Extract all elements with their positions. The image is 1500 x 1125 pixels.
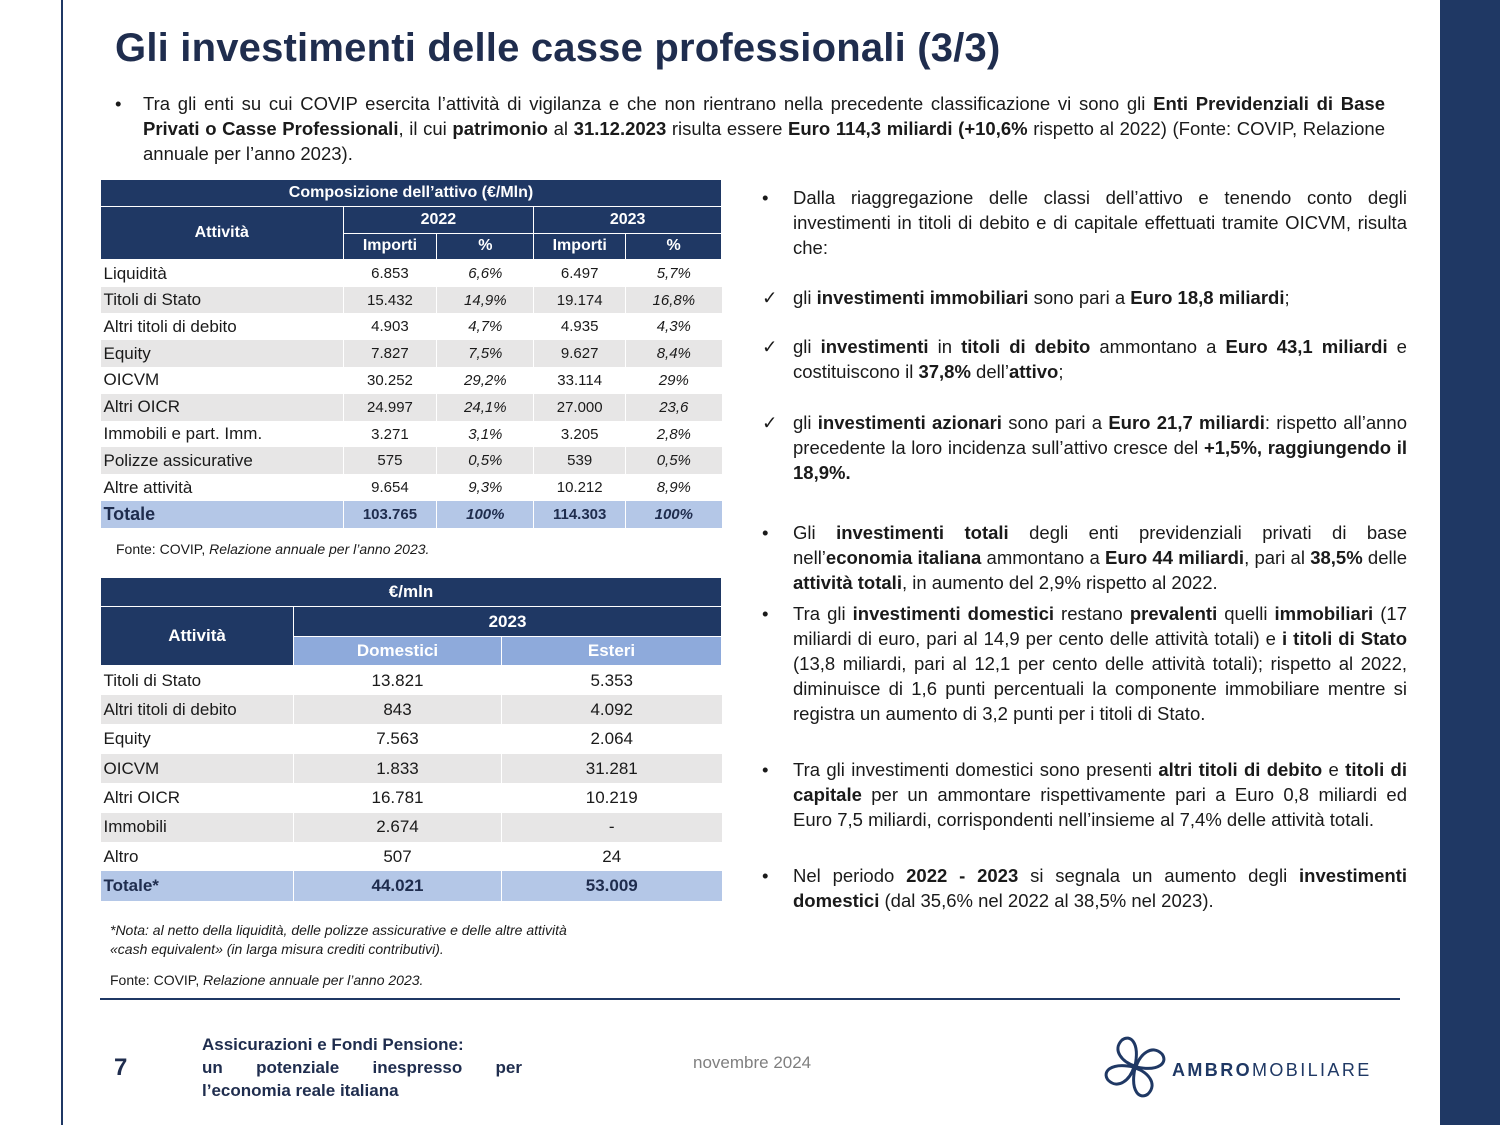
right-bullet-1: • Dalla riaggregazione delle classi dell’attivo e tenendo conto degli investimenti in titoli di debito e di capitale effettuati tramite OICVM, risulta che: bbox=[762, 187, 1407, 258]
table-row: Liquidità 6.853 6,6% 6.497 5,7% bbox=[101, 260, 722, 287]
table-row: OICVM 1.833 31.281 bbox=[101, 754, 722, 783]
table2-source: Fonte: COVIP, Relazione annuale per l’anno 2023. bbox=[110, 972, 424, 988]
right-bullet-4: • Tra gli investimenti domestici sono presenti altri titoli di debito e titoli di capitale per un ammontare rispettivamente pari a Euro 0,8 miliardi ed Euro 7,5 miliardi, corrispondenti nell’insieme al 7,4% delle attività totali. bbox=[762, 759, 1407, 830]
right-check-3: ✓ gli investimenti azionari sono pari a Euro 21,7 miliardi: rispetto all’anno precedente la loro incidenza sull’attivo cresce del +1,5%, raggiungendo il 18,9%. bbox=[762, 412, 1407, 483]
table2-col-attivita: Attività bbox=[101, 607, 294, 666]
table-row: Altri OICR 16.781 10.219 bbox=[101, 783, 722, 812]
table-row: Altri titoli di debito 4.903 4,7% 4.935 4,3% bbox=[101, 313, 722, 340]
table2-col-domestici: Domestici bbox=[294, 636, 502, 665]
footer-divider bbox=[100, 998, 1400, 1000]
table-row: Equity 7.563 2.064 bbox=[101, 724, 722, 753]
page-title: Gli investimenti delle casse professionali (3/3) bbox=[115, 26, 1001, 70]
table-row: Altri titoli di debito 843 4.092 bbox=[101, 695, 722, 724]
table1-importi-2023: Importi bbox=[534, 233, 626, 260]
asset-composition-table bbox=[100, 179, 722, 528]
table2-col-esteri: Esteri bbox=[502, 636, 722, 665]
clover-logo-icon bbox=[1100, 1032, 1170, 1102]
right-bullet-5: • Nel periodo 2022 - 2023 si segnala un aumento degli investimenti domestici (dal 35,6% nel 2022 al 38,5% nel 2023). bbox=[762, 865, 1407, 911]
footer-report-title: Assicurazioni e Fondi Pensione: un potenziale inespresso per l’economia reale italiana bbox=[202, 1035, 522, 1100]
table-row: Immobili e part. Imm. 3.271 3,1% 3.205 2,8% bbox=[101, 421, 722, 448]
table2-total-row: Totale* 44.021 53.009 bbox=[101, 871, 722, 900]
table1-source: Fonte: COVIP, Relazione annuale per l’anno 2023. bbox=[116, 541, 430, 557]
table-row: Titoli di Stato 13.821 5.353 bbox=[101, 666, 722, 695]
table1-pct-2022: % bbox=[437, 233, 534, 260]
table1-pct-2023: % bbox=[626, 233, 722, 260]
footer-date: novembre 2024 bbox=[693, 1053, 812, 1072]
table-row: OICVM 30.252 29,2% 33.114 29% bbox=[101, 367, 722, 394]
table2-note: *Nota: al netto della liquidità, delle polizze assicurative e delle altre attività «cash equivalent» (in larga misura crediti contributivi). bbox=[110, 922, 567, 957]
table-row: Immobili 2.674 - bbox=[101, 813, 722, 842]
table1-total-row: Totale 103.765 100% 114.303 100% bbox=[101, 501, 722, 528]
table-row: Titoli di Stato 15.432 14,9% 19.174 16,8% bbox=[101, 287, 722, 314]
right-check-2: ✓ gli investimenti in titoli di debito ammontano a Euro 43,1 miliardi e costituiscono il 37,8% dell’attivo; bbox=[762, 336, 1407, 382]
bullet-marker: • bbox=[115, 93, 122, 114]
table-row: Polizze assicurative 575 0,5% 539 0,5% bbox=[101, 447, 722, 474]
intro-paragraph bbox=[115, 91, 1385, 166]
ambromobiliare-logo bbox=[1100, 1032, 1400, 1102]
table-row: Altre attività 9.654 9,3% 10.212 8,9% bbox=[101, 474, 722, 501]
logo-wordmark: AMBROMOBILIARE bbox=[1172, 1060, 1372, 1080]
table1-importi-2022: Importi bbox=[343, 233, 437, 260]
right-check-1: ✓ gli investimenti immobiliari sono pari a Euro 18,8 miliardi; bbox=[762, 287, 1290, 308]
page-number: 7 bbox=[114, 1054, 128, 1081]
table-row: Altri OICR 24.997 24,1% 27.000 23,6 bbox=[101, 394, 722, 421]
right-frame-line bbox=[1440, 0, 1500, 1125]
intro-text: Tra gli enti su cui COVIP esercita l’attività di vigilanza e che non rientrano nella precedente classificazione vi sono gli Enti Previdenziali di Base Privati o Casse Professionali, il cui patrimonio al 31.12.2023 risulta essere Euro 114,3 miliardi (+10,6% rispetto al 2022) (Fonte: COVIP, Relazione annuale per l’anno 2023). bbox=[143, 93, 1385, 164]
right-bullet-3: • Tra gli investimenti domestici restano prevalenti quelli immobiliari (17 miliardi di euro, pari al 14,9 per cento delle attività totali) e i titoli di Stato (13,8 miliardi, pari al 12,1 per cento delle attività totali); rispetto al 2022, diminuisce di 1,6 punti percentuali la componente immobiliare mentre si registra un aumento di 3,2 punti per i titoli di Stato. bbox=[762, 603, 1407, 724]
left-frame-line bbox=[61, 0, 63, 1125]
table1-col-attivita: Attività bbox=[101, 206, 344, 260]
domestic-foreign-table bbox=[100, 577, 722, 901]
table-row: Altro 507 24 bbox=[101, 842, 722, 871]
table1-year-2022: 2022 bbox=[343, 206, 534, 233]
table2-title: €/mln bbox=[101, 578, 722, 607]
table1-title: Composizione dell’attivo (€/Mln) bbox=[101, 180, 722, 207]
table2-year: 2023 bbox=[294, 607, 722, 636]
table-row: Equity 7.827 7,5% 9.627 8,4% bbox=[101, 340, 722, 367]
right-bullet-2: • Gli investimenti totali degli enti previdenziali privati di base nell’economia italiana ammontano a Euro 44 miliardi, pari al 38,5% delle attività totali, in aumento del 2,9% rispetto al 2022. bbox=[762, 522, 1408, 593]
table1-year-2023: 2023 bbox=[534, 206, 722, 233]
